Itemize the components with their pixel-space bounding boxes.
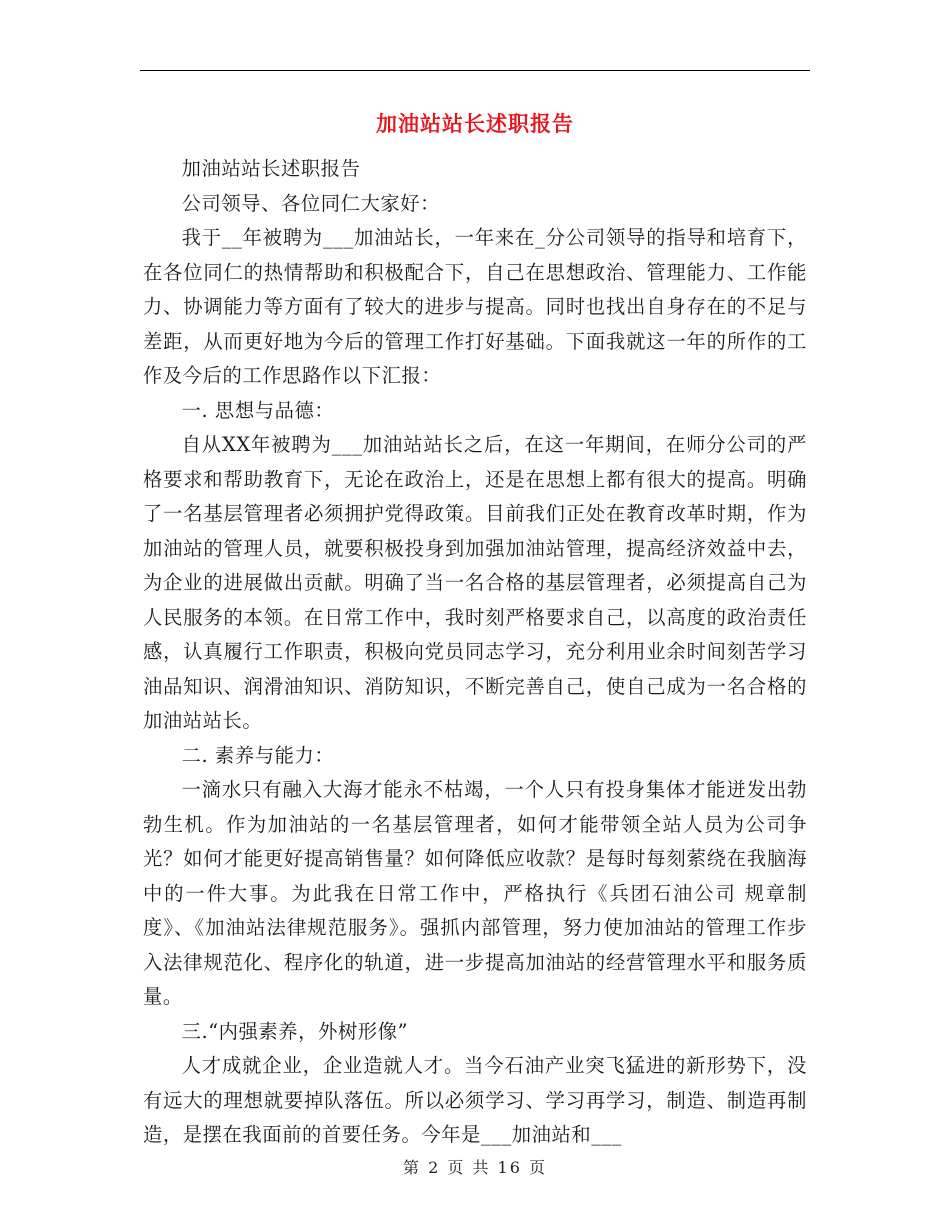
document-title: 加油站站长述职报告 (376, 111, 574, 136)
page-footer: 第 2 页 共 16 页 (403, 1158, 547, 1177)
section-heading-2: 二. 素养与能力： (181, 743, 335, 767)
paragraph-subtitle: 加油站站长述职报告 (181, 157, 361, 180)
paragraph-intro: 我于__年被聘为___加油站长，一年来在_分公司领导的指导和培育下，在各位同仁的热情帮助和积极配合下，自己在思想政治、管理能力、工作能力、协调能力等方面有了较大的进步与提高。同时也找出自身存在的不足与差距，从而更好地为今后的管理工作打好基础。下面我就这一年的所作的工作及今后的工作思路作以下汇报： (143, 226, 807, 387)
document-body (143, 152, 807, 1153)
header-rule (140, 70, 810, 71)
paragraph-section-3: 人才成就企业，企业造就人才。当今石油产业突飞猛进的新形势下，没有远大的理想就要掉队落伍。所以必须学习、学习再学习，制造、制造再制造，是摆在我面前的首要任务。今年是___加油站和___ (143, 1054, 807, 1146)
paragraph-section-2: 一滴水只有融入大海才能永不枯竭，一个人只有投身集体才能迸发出勃勃生机。作为加油站的一名基层管理者，如何才能带领全站人员为公司争光？如何才能更好提高销售量？如何降低应收款？是每时每刻萦绕在我脑海中的一件大事。为此我在日常工作中，严格执行《兵团石油公司 规章制度》、《加油站法律规范服务》。强抓内部管理，努力使加油站的管理工作步入法律规范化、程序化的轨道，进一步提高加油站的经营管理水平和服务质量。 (143, 778, 807, 1008)
section-heading-3: 三.“内强素养，外树形像” (181, 1019, 409, 1043)
paragraph-section-1: 自从XX年被聘为___加油站站长之后，在这一年期间，在师分公司的严格要求和帮助教育下，无论在政治上，还是在思想上都有很大的提高。明确了一名基层管理者必须拥护党得政策。目前我们正处在教育改革时期，作为加油站的管理人员，就要积极投身到加强加油站管理，提高经济效益中去，为企业的进展做出贡献。明确了当一名合格的基层管理者，必须提高自己为人民服务的本领。在日常工作中，我时刻严格要求自己，以高度的政治责任感，认真履行工作职责，积极向党员同志学习，充分利用业余时间刻苦学习油品知识、润滑油知识、消防知识，不断完善自己，使自己成为一名合格的加油站站长。 (143, 433, 807, 732)
paragraph-salutation: 公司领导、各位同仁大家好： (181, 191, 441, 215)
section-heading-1: 一. 思想与品德： (181, 398, 335, 422)
